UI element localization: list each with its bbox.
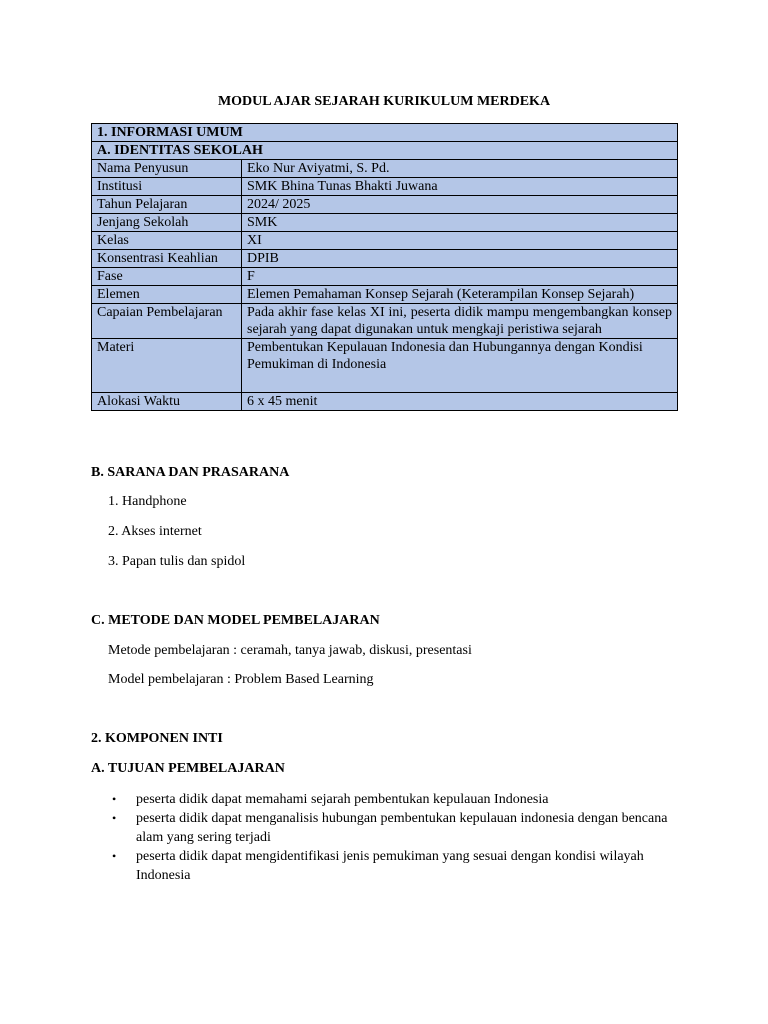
row-value: F bbox=[242, 268, 678, 286]
table-row bbox=[92, 304, 678, 339]
row-value: Pada akhir fase kelas XI ini, peserta didik mampu mengembangkan konsep sejarah yang dapat digunakan untuk mengkaji peristiwa sejarah bbox=[242, 304, 678, 339]
list-item: 3. Papan tulis dan spidol bbox=[108, 554, 246, 569]
row-value: Elemen Pemahaman Konsep Sejarah (Keterampilan Konsep Sejarah) bbox=[242, 286, 678, 304]
list-item bbox=[108, 809, 668, 847]
document-title: MODUL AJAR SEJARAH KURIKULUM MERDEKA bbox=[217, 94, 551, 109]
row-label: Materi bbox=[92, 339, 242, 393]
table-row bbox=[92, 160, 678, 178]
goal-text: peserta didik dapat menganalisis hubungan pembentukan kepulauan indonesia dengan bencana alam yang sering terjadi bbox=[136, 811, 668, 845]
row-label: Kelas bbox=[92, 232, 242, 250]
row-label: Institusi bbox=[92, 178, 242, 196]
sarana-heading: B. SARANA DAN PRASARANA bbox=[91, 465, 290, 480]
bullet-icon: • bbox=[112, 792, 117, 806]
row-value: Eko Nur Aviyatmi, S. Pd. bbox=[242, 160, 678, 178]
row-value: DPIB bbox=[242, 250, 678, 268]
table-header-row bbox=[92, 124, 678, 142]
header-informasi-umum: 1. INFORMASI UMUM bbox=[92, 124, 678, 142]
bullet-icon: • bbox=[112, 849, 117, 863]
row-value: XI bbox=[242, 232, 678, 250]
table-row bbox=[92, 214, 678, 232]
table-row bbox=[92, 286, 678, 304]
metode-heading: C. METODE DAN MODEL PEMBELAJARAN bbox=[91, 613, 380, 628]
list-item: 2. Akses internet bbox=[108, 524, 202, 539]
row-value: Pembentukan Kepulauan Indonesia dan Hubungannya dengan Kondisi Pemukiman di Indonesia bbox=[242, 339, 678, 393]
row-label: Alokasi Waktu bbox=[92, 393, 242, 411]
row-label: Konsentrasi Keahlian bbox=[92, 250, 242, 268]
row-label: Jenjang Sekolah bbox=[92, 214, 242, 232]
list-item: 1. Handphone bbox=[108, 494, 187, 509]
goal-text: peserta didik dapat memahami sejarah pembentukan kepulauan Indonesia bbox=[136, 792, 549, 807]
table-row bbox=[92, 393, 678, 411]
row-value: 6 x 45 menit bbox=[242, 393, 678, 411]
model-line: Model pembelajaran : Problem Based Learning bbox=[108, 672, 374, 687]
row-label: Nama Penyusun bbox=[92, 160, 242, 178]
bullet-icon: • bbox=[112, 811, 117, 825]
metode-line: Metode pembelajaran : ceramah, tanya jawab, diskusi, presentasi bbox=[108, 643, 472, 658]
tujuan-heading: A. TUJUAN PEMBELAJARAN bbox=[91, 761, 285, 776]
table-row bbox=[92, 178, 678, 196]
goals-list bbox=[108, 790, 668, 885]
row-value: SMK Bhina Tunas Bhakti Juwana bbox=[242, 178, 678, 196]
table-row bbox=[92, 250, 678, 268]
row-label: Capaian Pembelajaran bbox=[92, 304, 242, 339]
table-row bbox=[92, 232, 678, 250]
row-label: Fase bbox=[92, 268, 242, 286]
row-label: Tahun Pelajaran bbox=[92, 196, 242, 214]
list-item bbox=[108, 847, 668, 885]
row-value: 2024/ 2025 bbox=[242, 196, 678, 214]
table-row bbox=[92, 268, 678, 286]
header-identitas-sekolah: A. IDENTITAS SEKOLAH bbox=[92, 142, 678, 160]
list-item bbox=[108, 790, 668, 809]
komponen-heading: 2. KOMPONEN INTI bbox=[91, 731, 223, 746]
table-row bbox=[92, 196, 678, 214]
table-header-row bbox=[92, 142, 678, 160]
goal-text: peserta didik dapat mengidentifikasi jenis pemukiman yang sesuai dengan kondisi wilayah Indonesia bbox=[136, 849, 644, 883]
identity-table bbox=[91, 123, 678, 411]
row-value: SMK bbox=[242, 214, 678, 232]
table-row bbox=[92, 339, 678, 393]
row-label: Elemen bbox=[92, 286, 242, 304]
